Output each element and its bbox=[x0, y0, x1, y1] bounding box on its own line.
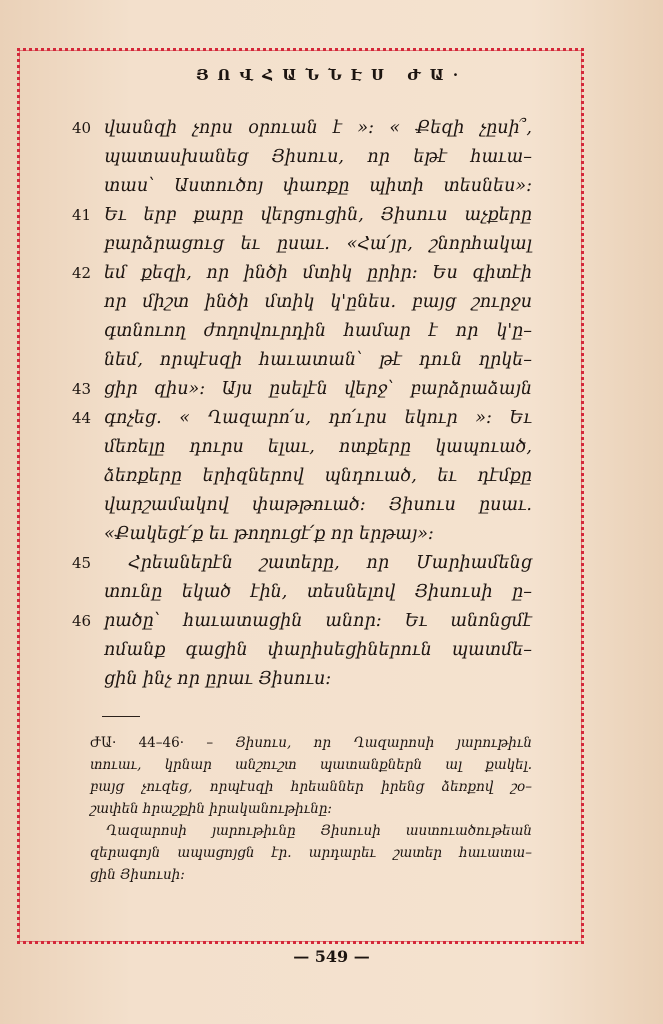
verse-line bbox=[0, 433, 663, 462]
footnote-text: բայց չուզեց, որպէսզի հրեաններ իրենց ձեռքով շօ– bbox=[90, 779, 532, 795]
verse-line bbox=[0, 520, 663, 549]
verse-text: մեռելը դուրս ելաւ, ոտքերը կապուած, bbox=[104, 437, 532, 457]
verse-number: 44 bbox=[72, 409, 92, 427]
verse-text: տունը եկած էին, տեսնելով Յիսուսի ը– bbox=[104, 582, 532, 602]
footnote-line bbox=[0, 732, 663, 754]
footnote-text: շափեն հրաշքին իրականութիւնը: bbox=[90, 801, 332, 817]
verse-text: «Քակեցէ՛ք եւ թողուցէ՛ք որ երթայ»: bbox=[104, 524, 434, 544]
verse-text: գոչեց. « Ղազարո՛ս, դո՛ւրս եկուր »: Եւ bbox=[104, 408, 532, 428]
verse-text: ոմանք գացին փարիսեցիներուն պատմե– bbox=[104, 640, 532, 660]
footnote-line bbox=[0, 798, 663, 820]
verse-text: եմ քեզի, որ ինծի մտիկ ըրիր: Ես գիտէի bbox=[104, 263, 532, 283]
verse-line bbox=[0, 259, 663, 288]
footnote-line bbox=[0, 776, 663, 798]
footnote-divider bbox=[102, 716, 140, 717]
verse-text: ցին ինչ որ ըրաւ Յիսուս: bbox=[104, 669, 332, 689]
verse-line bbox=[0, 172, 663, 201]
verse-text: վարշամակով փաթթուած: Յիսուս ըսաւ. bbox=[104, 495, 532, 515]
verse-text: վասնզի չորս օրուան է »: « Քեզի չըսի՞, bbox=[104, 118, 532, 138]
footnote-text: ցին Յիսուսի: bbox=[90, 867, 185, 883]
verse-block bbox=[0, 114, 663, 694]
verse-line bbox=[0, 375, 663, 404]
footnote-text-fragment: Յիսուս, որ Ղազարոսի յարութիւն bbox=[235, 735, 532, 751]
verse-number: 43 bbox=[72, 380, 92, 398]
verse-line bbox=[0, 143, 663, 172]
verse-text: բարձրացուց եւ ըսաւ. «Հա՛յր, շնորհակալ bbox=[104, 234, 532, 254]
verse-line bbox=[0, 462, 663, 491]
footnote-block bbox=[0, 732, 663, 886]
footnote-text bbox=[90, 732, 532, 754]
verse-number: 41 bbox=[72, 206, 92, 224]
verse-line bbox=[0, 114, 663, 143]
footnote-reference: ԺԱ· 44–46· – bbox=[90, 735, 214, 751]
verse-line bbox=[0, 665, 663, 694]
page-number: — 549 — bbox=[293, 947, 370, 966]
verse-line bbox=[0, 636, 663, 665]
footnote-line bbox=[0, 820, 663, 842]
verse-line bbox=[0, 549, 663, 578]
verse-text: ցիր զիս»: Այս ըսելէն վերջ՝ բարձրաձայն bbox=[104, 379, 532, 399]
verse-text: Հրեաներէն շատերը, որ Մարիամենց bbox=[128, 553, 532, 573]
verse-text: տաս՝ Աստուծոյ փառքը պիտի տեսնես»: bbox=[104, 176, 532, 196]
footnote-text: Ղազարոսի յարութիւնը Յիսուսի աստուածութեան bbox=[106, 823, 532, 839]
running-header: ՅՈՎՀԱՆՆԷՍ ԺԱ· bbox=[195, 66, 468, 84]
verse-line bbox=[0, 317, 663, 346]
footnote-line bbox=[0, 842, 663, 864]
verse-line bbox=[0, 578, 663, 607]
verse-text: Եւ երբ քարը վերցուցին, Յիսուս աչքերը bbox=[104, 205, 532, 225]
verse-text: նեմ, որպէսզի հաւատան՝ թէ դուն ղրկե– bbox=[104, 350, 532, 370]
footnote-text: զերագոյն ապացոյցն էր. արդարեւ շատեր հաւատա– bbox=[90, 845, 532, 861]
footnote-text: տուաւ, կրնար անշուշտ պատանքներն ալ քակել. bbox=[90, 757, 532, 773]
verse-line bbox=[0, 288, 663, 317]
verse-line bbox=[0, 201, 663, 230]
verse-line bbox=[0, 404, 663, 433]
verse-number: 42 bbox=[72, 264, 92, 282]
verse-line bbox=[0, 607, 663, 636]
verse-line bbox=[0, 346, 663, 375]
verse-number: 46 bbox=[72, 612, 92, 630]
verse-text: րածը՝ հաւատացին անոր: Եւ անոնցմէ bbox=[104, 611, 532, 631]
verse-text: ձեռքերը երիզներով պնդուած, եւ դէմքը bbox=[104, 466, 532, 486]
verse-line bbox=[0, 230, 663, 259]
verse-line bbox=[0, 491, 663, 520]
verse-text: որ միշտ ինծի մտիկ կ'ընես. բայց շուրջս bbox=[104, 292, 532, 312]
footnote-line bbox=[0, 864, 663, 886]
verse-text: պատասխանեց Յիսուս, որ եթէ հաւա– bbox=[104, 147, 532, 167]
verse-number: 45 bbox=[72, 554, 92, 572]
footnote-line bbox=[0, 754, 663, 776]
verse-text: գտնուող ժողովուրդին համար է որ կ'ը– bbox=[104, 321, 532, 341]
verse-number: 40 bbox=[72, 119, 92, 137]
